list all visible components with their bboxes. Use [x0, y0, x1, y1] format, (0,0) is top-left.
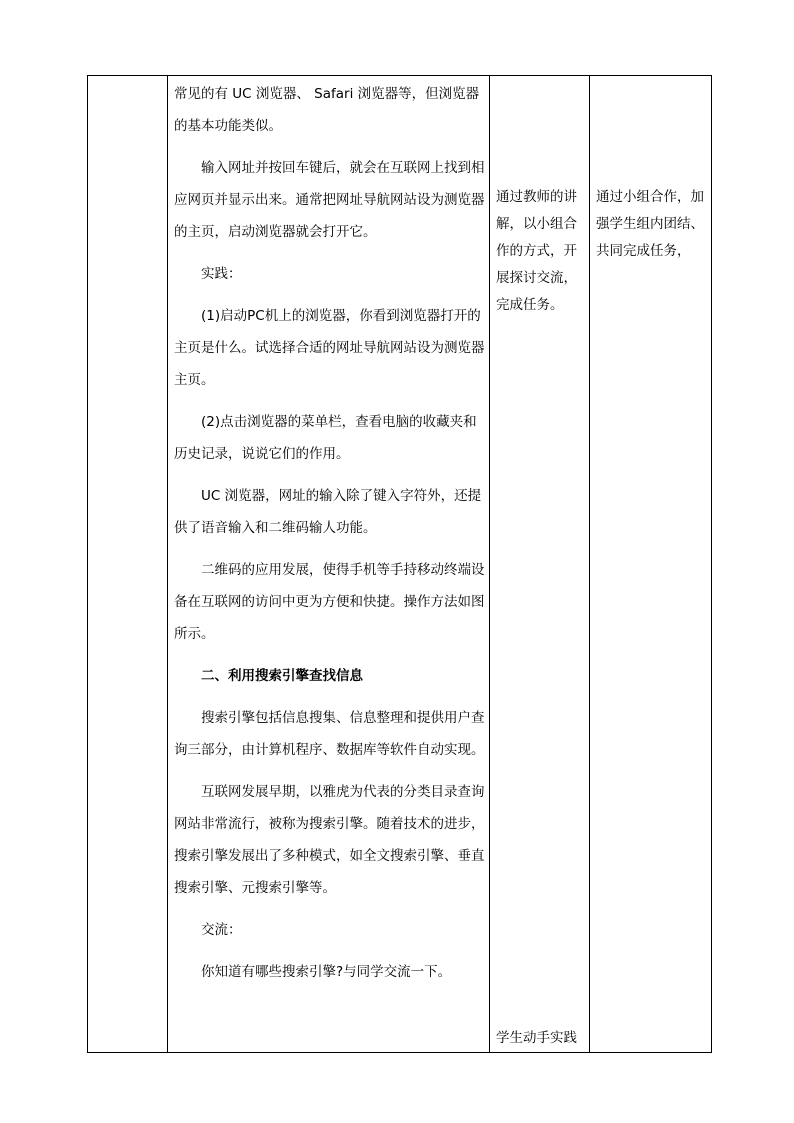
- paragraph: (1)启动PC机上的浏览器，你看到浏览器打开的主页是什么。试选择合适的网址导航网站设为测览器主页。: [174, 308, 485, 388]
- lesson-table: [87, 75, 712, 1053]
- content-body: [168, 76, 489, 988]
- paragraph: 实践：: [201, 266, 242, 282]
- paragraph: 交流：: [201, 922, 242, 938]
- paragraph: 搜索引擎包括信息搜集、信息整理和提供用户查询三部分，由计算机程序、数据库等软件自动实现。: [174, 710, 485, 758]
- student-activity-wrap: [490, 76, 589, 1052]
- stage-cell: [88, 76, 168, 1053]
- student-activity-text: 通过教师的讲解，以小组合作的方式，开展探讨交流，完成任务。: [496, 189, 577, 313]
- table-row: [88, 76, 712, 1053]
- content-cell: [168, 76, 490, 1053]
- student-activity-bottom: 学生动手实践: [496, 1030, 577, 1046]
- paragraph: (2)点击浏览器的菜单栏，查看电脑的收藏夹和历史记录，说说它们的作用。: [174, 414, 477, 462]
- paragraph: 输入网址并按回车键后，就会在互联网上找到相应网页并显示出来。通常把网址导航网站设为测览器的主页，启动浏览器就会打开它。: [174, 160, 485, 240]
- paragraph: 互联网发展早期，以雅虎为代表的分类目录查询网站非常流行，被称为搜索引擎。随着技术的进步，搜索引擎发展出了多种模式，如全文搜索引擎、垂直搜索引擎、元搜索引擎等。: [174, 784, 485, 896]
- paragraph: 二维码的应用发展，使得手机等手持移动终端设备在互联网的访问中更为方便和快捷。操作方法如图所示。: [174, 562, 485, 642]
- paragraph: 常见的有 UC 浏览器、 Safari 浏览器等，但浏览器的基本功能类似。: [174, 86, 480, 134]
- student-activity-cell: [490, 76, 590, 1053]
- paragraph: UC 浏览器，网址的输入除了键入字符外，还提供了语音输入和二维码输人功能。: [174, 488, 482, 536]
- design-intent-text: 通过小组合作，加强学生组内团结、共同完成任务，: [596, 189, 704, 259]
- paragraph: 你知道有哪些搜索引擎?与同学交流一下。: [201, 964, 452, 980]
- section-heading: 二、利用搜索引擎查找信息: [201, 668, 363, 684]
- design-intent-cell: [590, 76, 712, 1053]
